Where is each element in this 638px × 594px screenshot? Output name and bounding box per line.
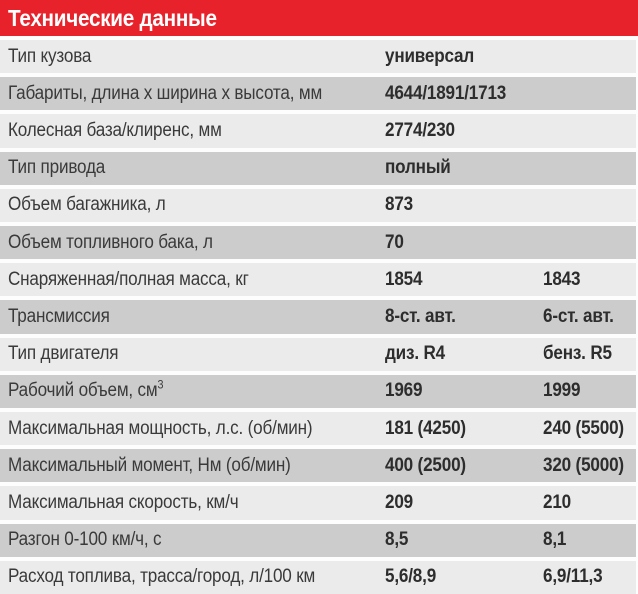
spec-label: Разгон 0-100 км/ч, с [8,529,162,551]
spec-label: Объем топливного бака, л [8,231,213,253]
table-row [0,486,636,519]
table-row [0,449,636,482]
spec-label: Максимальная скорость, км/ч [8,492,239,514]
spec-value-primary: 5,6/8,9 [385,566,437,588]
spec-value-primary: 70 [385,231,404,253]
spec-value-secondary: бенз. R5 [543,343,612,365]
spec-value-primary: 4644/1891/1713 [385,82,507,104]
table-body [0,36,638,594]
spec-value-secondary: 240 (5500) [543,417,624,439]
table-row [0,114,636,147]
table-row [0,189,636,222]
spec-value-secondary [543,122,636,140]
spec-label: Снаряженная/полная масса, кг [8,268,249,290]
table-row [0,152,636,185]
table-title: Технические данные [8,4,217,31]
table-row [0,375,636,408]
spec-value-secondary [543,196,636,214]
spec-label: Объем багажника, л [8,194,166,216]
table-row [0,263,636,296]
spec-value-primary: 873 [385,194,413,216]
spec-value-secondary: 6-ст. авт. [543,306,614,328]
table-row [0,40,636,73]
spec-label: Максимальный момент, Нм (об/мин) [8,454,291,476]
spec-value-secondary: 320 (5000) [543,454,624,476]
table-row [0,412,636,445]
superscript: 3 [157,378,164,393]
spec-value-primary: диз. R4 [385,343,445,365]
spec-value-primary: полный [385,157,451,179]
spec-label: Трансмиссия [8,306,110,328]
table-row [0,561,636,594]
table-row [0,300,636,333]
spec-label: Габариты, длина х ширина х высота, мм [8,82,323,104]
spec-value-primary: 2774/230 [385,120,455,141]
table-row [0,77,636,110]
spec-label: Рабочий объем, $см^3$ [8,378,164,402]
table-row [0,226,636,259]
spec-label: Тип кузова [8,45,92,67]
table-header [0,0,638,36]
spec-value-primary: 181 (4250) [385,417,466,439]
spec-value-secondary: 210 [543,492,571,514]
spec-value-secondary [543,234,636,252]
spec-value-primary: 1969 [385,380,423,402]
spec-value-primary: универсал [385,45,475,67]
spec-value-secondary: 6,9/11,3 [543,566,603,588]
spec-value-secondary [543,159,636,177]
spec-value-secondary: 1999 [543,380,581,402]
table-row [0,338,636,371]
spec-value-secondary: 1843 [543,268,581,290]
spec-value-secondary [543,48,636,66]
spec-value-secondary [543,85,636,103]
spec-value-primary: 8,5 [385,529,409,551]
table-row [0,524,636,557]
spec-label: Тип привода [8,157,106,179]
spec-label: Колесная база/клиренс, мм [8,120,222,141]
spec-label: Тип двигателя [8,343,119,365]
spec-value-primary: 1854 [385,268,423,290]
spec-label: Максимальная мощность, л.с. (об/мин) [8,417,313,439]
spec-value-primary: 209 [385,492,413,514]
spec-value-secondary: 8,1 [543,529,567,551]
spec-value-primary: 8-ст. авт. [385,306,456,328]
spec-label: Расход топлива, трасса/город, л/100 км [8,566,316,588]
spec-value-primary: 400 (2500) [385,454,466,476]
